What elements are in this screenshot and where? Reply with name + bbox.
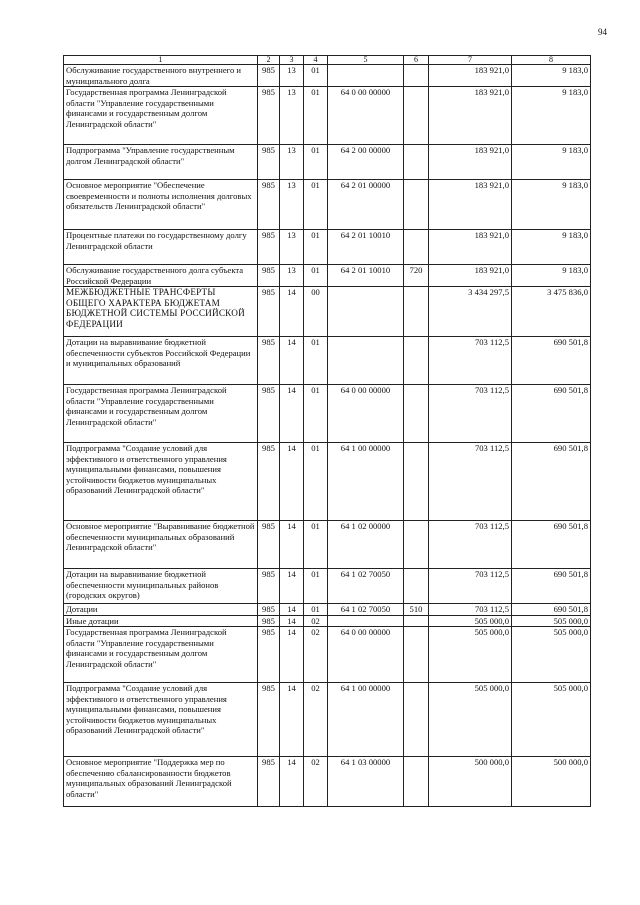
section-code-cell: 13 [280,87,304,145]
header-cell: 4 [304,56,328,65]
amount-year2-cell: 690 501,8 [512,385,591,443]
section-code-cell: 13 [280,230,304,265]
admin-code-cell: 985 [258,65,280,87]
expense-code-cell [404,87,429,145]
table-row [64,265,591,287]
row-name-cell: Основное мероприятие "Поддержка мер по обеспечению сбалансированности бюджетов муниципальных образований Ленинградской области" [64,757,258,807]
amount-year1-cell: 505 000,0 [429,615,512,627]
expense-code-cell: 510 [404,604,429,616]
section-code-cell: 13 [280,180,304,230]
subsection-code-cell: 02 [304,757,328,807]
admin-code-cell: 985 [258,757,280,807]
amount-year1-cell: 3 434 297,5 [429,287,512,337]
target-code-cell: 64 0 00 00000 [328,627,404,683]
admin-code-cell: 985 [258,265,280,287]
amount-year1-cell: 703 112,5 [429,337,512,385]
amount-year2-cell: 9 183,0 [512,87,591,145]
expense-code-cell [404,757,429,807]
section-code-cell: 14 [280,757,304,807]
amount-year2-cell: 505 000,0 [512,627,591,683]
section-code-cell: 14 [280,521,304,569]
amount-year1-cell: 703 112,5 [429,521,512,569]
amount-year1-cell: 183 921,0 [429,65,512,87]
row-name-cell: Процентные платежи по государственному долгу Ленинградской области [64,230,258,265]
amount-year1-cell: 505 000,0 [429,683,512,757]
table-row [64,683,591,757]
header-cell: 8 [512,56,591,65]
section-code-cell: 14 [280,443,304,521]
subsection-code-cell: 01 [304,604,328,616]
header-cell: 5 [328,56,404,65]
target-code-cell: 64 1 00 00000 [328,683,404,757]
subsection-code-cell: 02 [304,627,328,683]
section-code-cell: 14 [280,627,304,683]
subsection-code-cell: 02 [304,615,328,627]
header-row [64,56,591,65]
header-cell: 2 [258,56,280,65]
section-code-cell: 13 [280,65,304,87]
subsection-code-cell: 01 [304,265,328,287]
table-row [64,615,591,627]
section-code-cell: 14 [280,287,304,337]
section-code-cell: 14 [280,604,304,616]
admin-code-cell: 985 [258,443,280,521]
admin-code-cell: 985 [258,180,280,230]
table-row [64,287,591,337]
target-code-cell: 64 0 00 00000 [328,385,404,443]
admin-code-cell: 985 [258,683,280,757]
subsection-code-cell: 02 [304,683,328,757]
admin-code-cell: 985 [258,627,280,683]
row-name-cell: Обслуживание государственного долга субъекта Российской Федерации [64,265,258,287]
row-name-cell: Дотации [64,604,258,616]
amount-year1-cell: 703 112,5 [429,443,512,521]
amount-year2-cell: 9 183,0 [512,180,591,230]
row-name-cell: Иные дотации [64,615,258,627]
target-code-cell [328,287,404,337]
table-row [64,337,591,385]
table-row [64,443,591,521]
subsection-code-cell: 01 [304,337,328,385]
header-cell: 3 [280,56,304,65]
expense-code-cell [404,65,429,87]
section-code-cell: 13 [280,265,304,287]
target-code-cell: 64 1 02 00000 [328,521,404,569]
expense-code-cell: 720 [404,265,429,287]
table-row [64,604,591,616]
admin-code-cell: 985 [258,604,280,616]
expense-code-cell [404,443,429,521]
admin-code-cell: 985 [258,615,280,627]
expense-code-cell [404,683,429,757]
section-code-cell: 14 [280,337,304,385]
expense-code-cell [404,569,429,604]
budget-table [63,55,591,807]
amount-year1-cell: 703 112,5 [429,569,512,604]
expense-code-cell [404,627,429,683]
target-code-cell: 64 2 01 00000 [328,180,404,230]
row-name-cell: Государственная программа Ленинградской области "Управление государственными финансами и государственным долгом Ленинградской области" [64,627,258,683]
subsection-code-cell: 01 [304,385,328,443]
row-name-cell: Дотации на выравнивание бюджетной обеспеченности муниципальных районов (городских округов) [64,569,258,604]
amount-year2-cell: 3 475 836,0 [512,287,591,337]
target-code-cell [328,337,404,385]
subsection-code-cell: 01 [304,443,328,521]
admin-code-cell: 985 [258,337,280,385]
target-code-cell: 64 0 00 00000 [328,87,404,145]
table-row [64,87,591,145]
row-name-cell: Государственная программа Ленинградской области "Управление государственными финансами и государственным долгом Ленинградской области" [64,385,258,443]
row-name-cell: Подпрограмма "Создание условий для эффективного и ответственного управления муниципальными финансами, повышения устойчивости бюджетов муниципальных образований Ленинградской области" [64,443,258,521]
subsection-code-cell: 01 [304,230,328,265]
target-code-cell: 64 2 01 10010 [328,230,404,265]
target-code-cell [328,65,404,87]
amount-year2-cell: 9 183,0 [512,145,591,180]
subsection-code-cell: 01 [304,145,328,180]
admin-code-cell: 985 [258,521,280,569]
amount-year2-cell: 690 501,8 [512,521,591,569]
expense-code-cell [404,230,429,265]
table-row [64,627,591,683]
row-name-cell: Подпрограмма "Управление государственным долгом Ленинградской области" [64,145,258,180]
row-name-cell: Основное мероприятие "Обеспечение своевременности и полноты исполнения долговых обязательств Ленинградской области" [64,180,258,230]
row-name-cell: Основное мероприятие "Выравнивание бюджетной обеспеченности муниципальных образований Ленинградской области" [64,521,258,569]
amount-year2-cell: 690 501,8 [512,569,591,604]
section-code-cell: 13 [280,145,304,180]
subsection-code-cell: 01 [304,87,328,145]
amount-year1-cell: 183 921,0 [429,180,512,230]
amount-year1-cell: 703 112,5 [429,385,512,443]
page-number: 94 [598,27,607,37]
subsection-code-cell: 01 [304,65,328,87]
admin-code-cell: 985 [258,569,280,604]
table-body [64,65,591,807]
expense-code-cell [404,615,429,627]
section-code-cell: 14 [280,615,304,627]
amount-year2-cell: 505 000,0 [512,683,591,757]
target-code-cell [328,615,404,627]
target-code-cell: 64 2 01 10010 [328,265,404,287]
subsection-code-cell: 01 [304,180,328,230]
amount-year1-cell: 500 000,0 [429,757,512,807]
row-name-cell: МЕЖБЮДЖЕТНЫЕ ТРАНСФЕРТЫ ОБЩЕГО ХАРАКТЕРА БЮДЖЕТАМ БЮДЖЕТНОЙ СИСТЕМЫ РОССИЙСКОЙ ФЕДЕРАЦИИ [64,287,258,337]
row-name-cell: Обслуживание государственного внутреннего и муниципального долга [64,65,258,87]
table-header [64,56,591,65]
amount-year2-cell: 690 501,8 [512,604,591,616]
section-code-cell: 14 [280,385,304,443]
amount-year2-cell: 9 183,0 [512,65,591,87]
row-name-cell: Подпрограмма "Создание условий для эффективного и ответственного управления муниципальными финансами, повышения устойчивости бюджетов муниципальных образований Ленинградской области" [64,683,258,757]
amount-year2-cell: 690 501,8 [512,443,591,521]
table-row [64,180,591,230]
expense-code-cell [404,180,429,230]
table-row [64,521,591,569]
admin-code-cell: 985 [258,87,280,145]
target-code-cell: 64 1 03 00000 [328,757,404,807]
table-row [64,569,591,604]
table-row [64,385,591,443]
expense-code-cell [404,145,429,180]
row-name-cell: Дотации на выравнивание бюджетной обеспеченности субъектов Российской Федерации и муниципальных образований [64,337,258,385]
target-code-cell: 64 2 00 00000 [328,145,404,180]
amount-year1-cell: 183 921,0 [429,265,512,287]
subsection-code-cell: 00 [304,287,328,337]
expense-code-cell [404,385,429,443]
target-code-cell: 64 1 00 00000 [328,443,404,521]
amount-year2-cell: 690 501,8 [512,337,591,385]
admin-code-cell: 985 [258,145,280,180]
expense-code-cell [404,287,429,337]
table-row [64,757,591,807]
admin-code-cell: 985 [258,230,280,265]
amount-year2-cell: 9 183,0 [512,265,591,287]
header-cell: 7 [429,56,512,65]
subsection-code-cell: 01 [304,569,328,604]
row-name-cell: Государственная программа Ленинградской области "Управление государственными финансами и государственным долгом Ленинградской области" [64,87,258,145]
admin-code-cell: 985 [258,385,280,443]
header-cell: 1 [64,56,258,65]
amount-year1-cell: 505 000,0 [429,627,512,683]
expense-code-cell [404,337,429,385]
amount-year2-cell: 500 000,0 [512,757,591,807]
expense-code-cell [404,521,429,569]
amount-year2-cell: 9 183,0 [512,230,591,265]
amount-year1-cell: 703 112,5 [429,604,512,616]
amount-year1-cell: 183 921,0 [429,230,512,265]
header-cell: 6 [404,56,429,65]
target-code-cell: 64 1 02 70050 [328,569,404,604]
subsection-code-cell: 01 [304,521,328,569]
amount-year1-cell: 183 921,0 [429,145,512,180]
table-row [64,145,591,180]
section-code-cell: 14 [280,683,304,757]
section-code-cell: 14 [280,569,304,604]
amount-year2-cell: 505 000,0 [512,615,591,627]
table-row [64,230,591,265]
amount-year1-cell: 183 921,0 [429,87,512,145]
admin-code-cell: 985 [258,287,280,337]
table-row [64,65,591,87]
target-code-cell: 64 1 02 70050 [328,604,404,616]
